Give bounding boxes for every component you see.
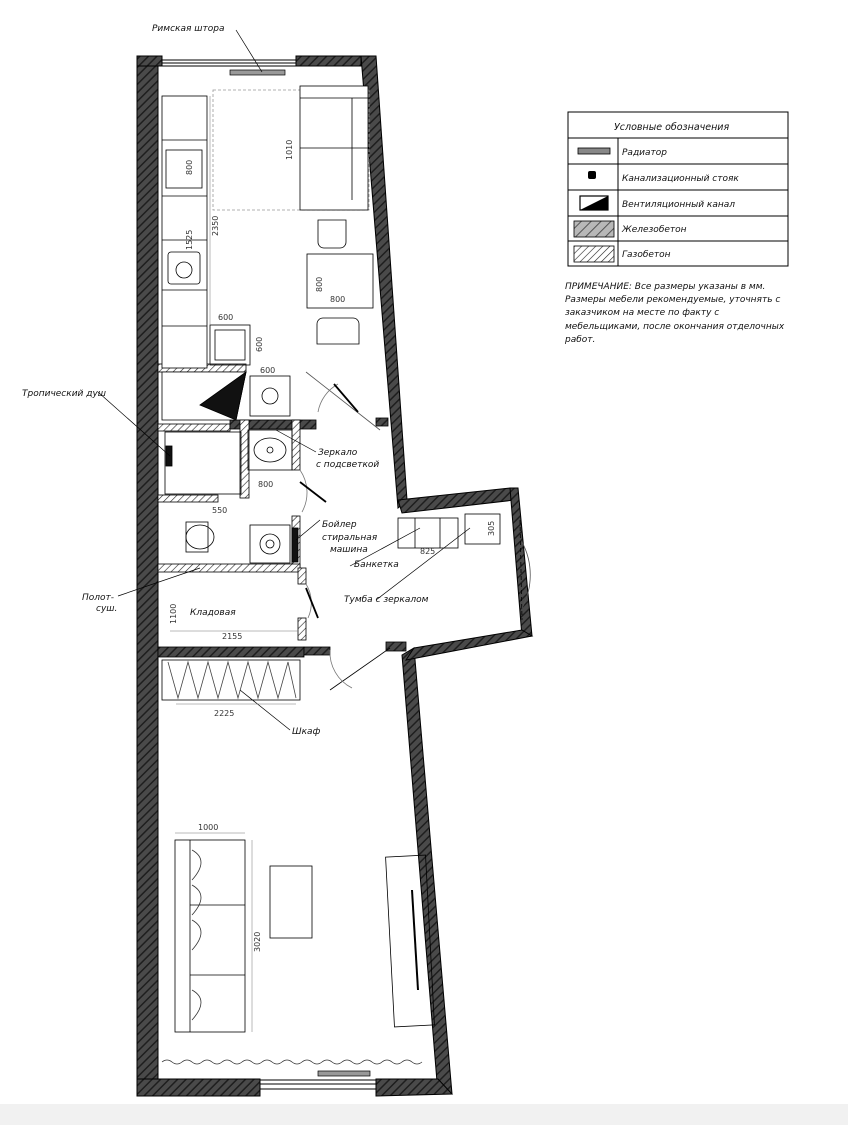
dim-600-b: 600 (255, 336, 264, 352)
dim-800-table-h: 800 (330, 295, 346, 304)
label-washer-2: машина (330, 545, 368, 555)
label-mirror: Зеркало (318, 448, 358, 458)
dim-3020: 3020 (253, 931, 262, 952)
legend-item-concrete: Железобетон (622, 225, 687, 235)
legend-item-vent: Вентиляционный канал (622, 200, 736, 210)
toilet-tank (186, 522, 208, 552)
sewer-riser-symbol (588, 171, 596, 179)
legend-title: Условные обозначения (614, 122, 730, 133)
legend-item-radiator: Радиатор (622, 148, 667, 158)
toilet (186, 525, 214, 549)
living-zone (162, 840, 434, 1064)
bottom-strip (0, 1104, 848, 1125)
label-towel-dryer: Полот- (82, 593, 115, 603)
radiator-symbol (578, 148, 610, 154)
dim-800-table-v: 800 (315, 276, 324, 292)
label-boiler: Бойлер (322, 520, 357, 530)
label-vanity: Тумба с зеркалом (344, 595, 429, 605)
bottom-wall (137, 1079, 260, 1096)
label-mirror-2: с подсветкой (316, 460, 380, 470)
dim-2225: 2225 (214, 709, 235, 718)
label-towel-dryer-2: суш. (96, 604, 118, 614)
label-storage: Кладовая (190, 608, 236, 618)
dim-800-basin: 800 (258, 480, 274, 489)
plan-note: ПРИМЕЧАНИЕ: Все размеры указаны в мм. Размеры мебели рекомендуемые, уточнять с заказчиком на месте по факту с мебельщиками, после окончания отделочных работ. (565, 282, 785, 345)
concrete-symbol (574, 221, 614, 237)
label-tropical-shower: Тропический душ (22, 389, 107, 399)
bathroom-zone (162, 372, 298, 563)
banquette (398, 518, 458, 548)
hall-bay-bottom-wall (406, 630, 532, 660)
lower-right-wall (402, 648, 452, 1094)
label-washer: стиральная (322, 533, 378, 543)
shower-head (166, 446, 172, 466)
radiator-top (230, 70, 285, 75)
dim-550: 550 (212, 506, 228, 515)
dim-2155: 2155 (222, 632, 243, 641)
dim-2350: 2350 (211, 215, 220, 236)
label-wardrobe: Шкаф (292, 727, 321, 737)
boiler (292, 528, 298, 562)
dim-1000: 1000 (198, 823, 219, 832)
dim-825: 825 (420, 547, 436, 556)
dim-1100: 1100 (169, 603, 178, 624)
chair-bottom (317, 318, 359, 344)
shower-tray (165, 432, 241, 494)
washing-machine (250, 525, 290, 563)
dim-800-kitchen: 800 (185, 159, 194, 175)
coffee-table (270, 866, 312, 938)
dim-600-c: 600 (260, 366, 276, 375)
bottom-wall-right (376, 1079, 452, 1096)
washbasin-1 (248, 430, 292, 470)
dim-1525: 1525 (185, 229, 194, 250)
label-banquette: Банкетка (354, 560, 399, 570)
dim-305: 305 (487, 520, 496, 536)
label-roman-blind: Римская штора (152, 24, 225, 34)
oven-cabinet (250, 376, 290, 416)
legend (568, 112, 788, 266)
top-wall-left (137, 56, 162, 66)
dim-600-a: 600 (218, 313, 234, 322)
top-wall-right (296, 56, 361, 66)
sofa-bottom (175, 840, 245, 1032)
fridge (210, 325, 250, 365)
legend-item-gasconcrete: Газобетон (622, 250, 671, 260)
dim-1010: 1010 (285, 139, 294, 160)
radiator-bottom (318, 1071, 370, 1076)
gasconcrete-symbol (574, 246, 614, 262)
hall-bay-top-wall (398, 488, 515, 513)
chair-top (318, 220, 346, 248)
curtain (162, 1060, 422, 1064)
legend-item-sewer: Канализационный стояк (622, 174, 739, 184)
storage-zone (162, 660, 300, 700)
left-outer-wall (137, 56, 158, 1079)
